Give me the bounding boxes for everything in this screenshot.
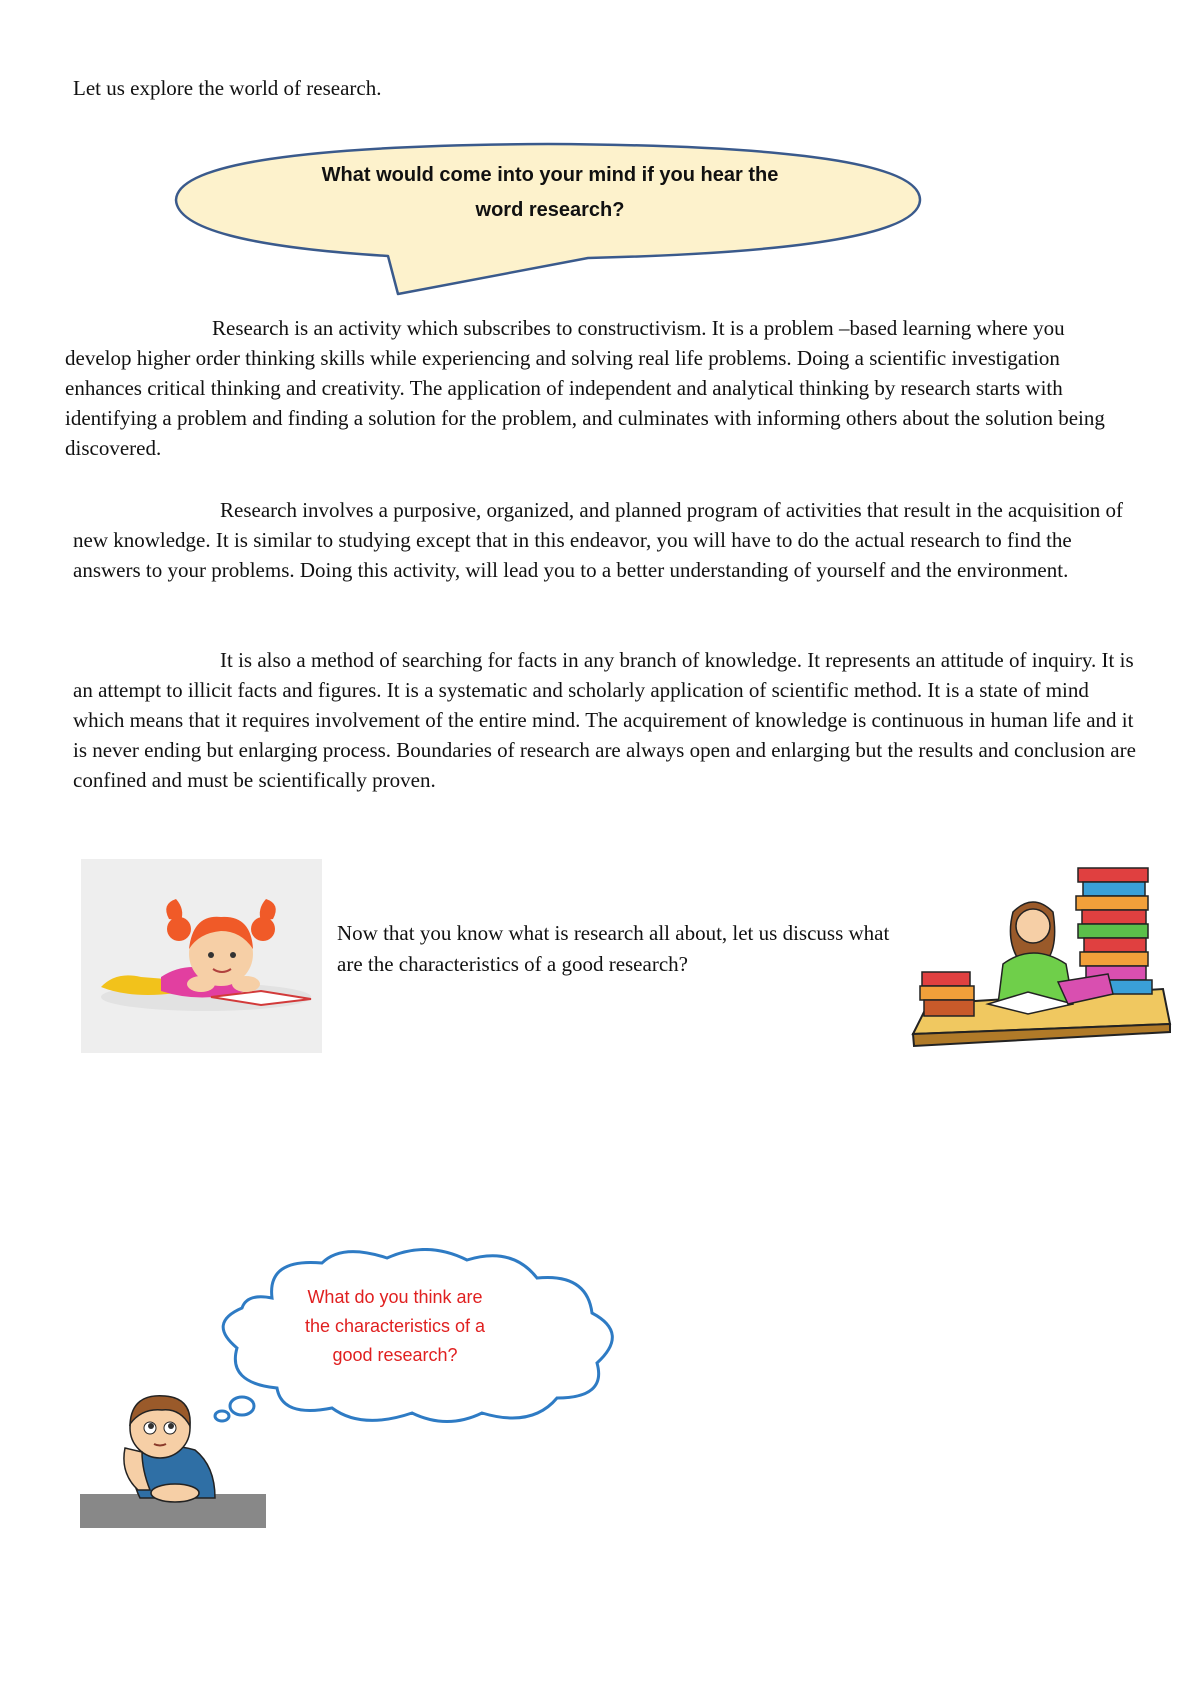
paragraph-3: It is also a method of searching for facts in any branch of knowledge. It represents an attitude of inquiry. It is an attempt to illicit facts and figures. It is a systematic and scholarly application of scientific method. It is a state of mind which means that it requires involvement of the entire mind. The acquirement of knowledge is continuous in human life and it is never ending but enlarging process. Boundaries of research are always open and enlarging but the results and conclusion are confined and must be scientifically proven.: [73, 648, 1136, 792]
paragraph-1: Research is an activity which subscribes to constructivism. It is a problem –based learning where you develop higher order thinking skills while experiencing and solving real life problems. Doing a scientific investigation enhances critical thinking and creativity. The application of independent and analytical thinking by research starts with identifying a problem and finding a solution for the problem, and culminates with informing others about the solution being discovered.: [65, 316, 1105, 460]
girl-reading-illustration: [81, 859, 322, 1053]
speech-line-1: What would come into your mind if you hear the: [321, 164, 779, 186]
thought-line-2: the characteristics of a: [304, 1316, 486, 1336]
student-with-books-illustration: [908, 864, 1174, 1062]
transition-text: Now that you know what is research all about, let us discuss what are the characteristics of a good research?: [337, 921, 890, 976]
girl-reading-icon: [81, 859, 322, 1053]
thought-cloud-text: [285, 1283, 505, 1370]
intro-text: Let us explore the world of research.: [73, 76, 382, 100]
thinking-boy-illustration: [80, 1378, 266, 1528]
paragraph-2: Research involves a purposive, organized, and planned program of activities that result in the acquisition of new knowledge. It is similar to studying except that in this endeavor, you will have to do the actual research to find the answers to your problems. Doing this activity, will lead you to a better understanding of yourself and the environment.: [73, 498, 1123, 582]
thought-line-1: What do you think are: [307, 1287, 483, 1307]
thought-line-3: good research?: [332, 1345, 458, 1365]
speech-bubble-text: [280, 158, 820, 228]
speech-line-2: word research?: [475, 199, 625, 221]
